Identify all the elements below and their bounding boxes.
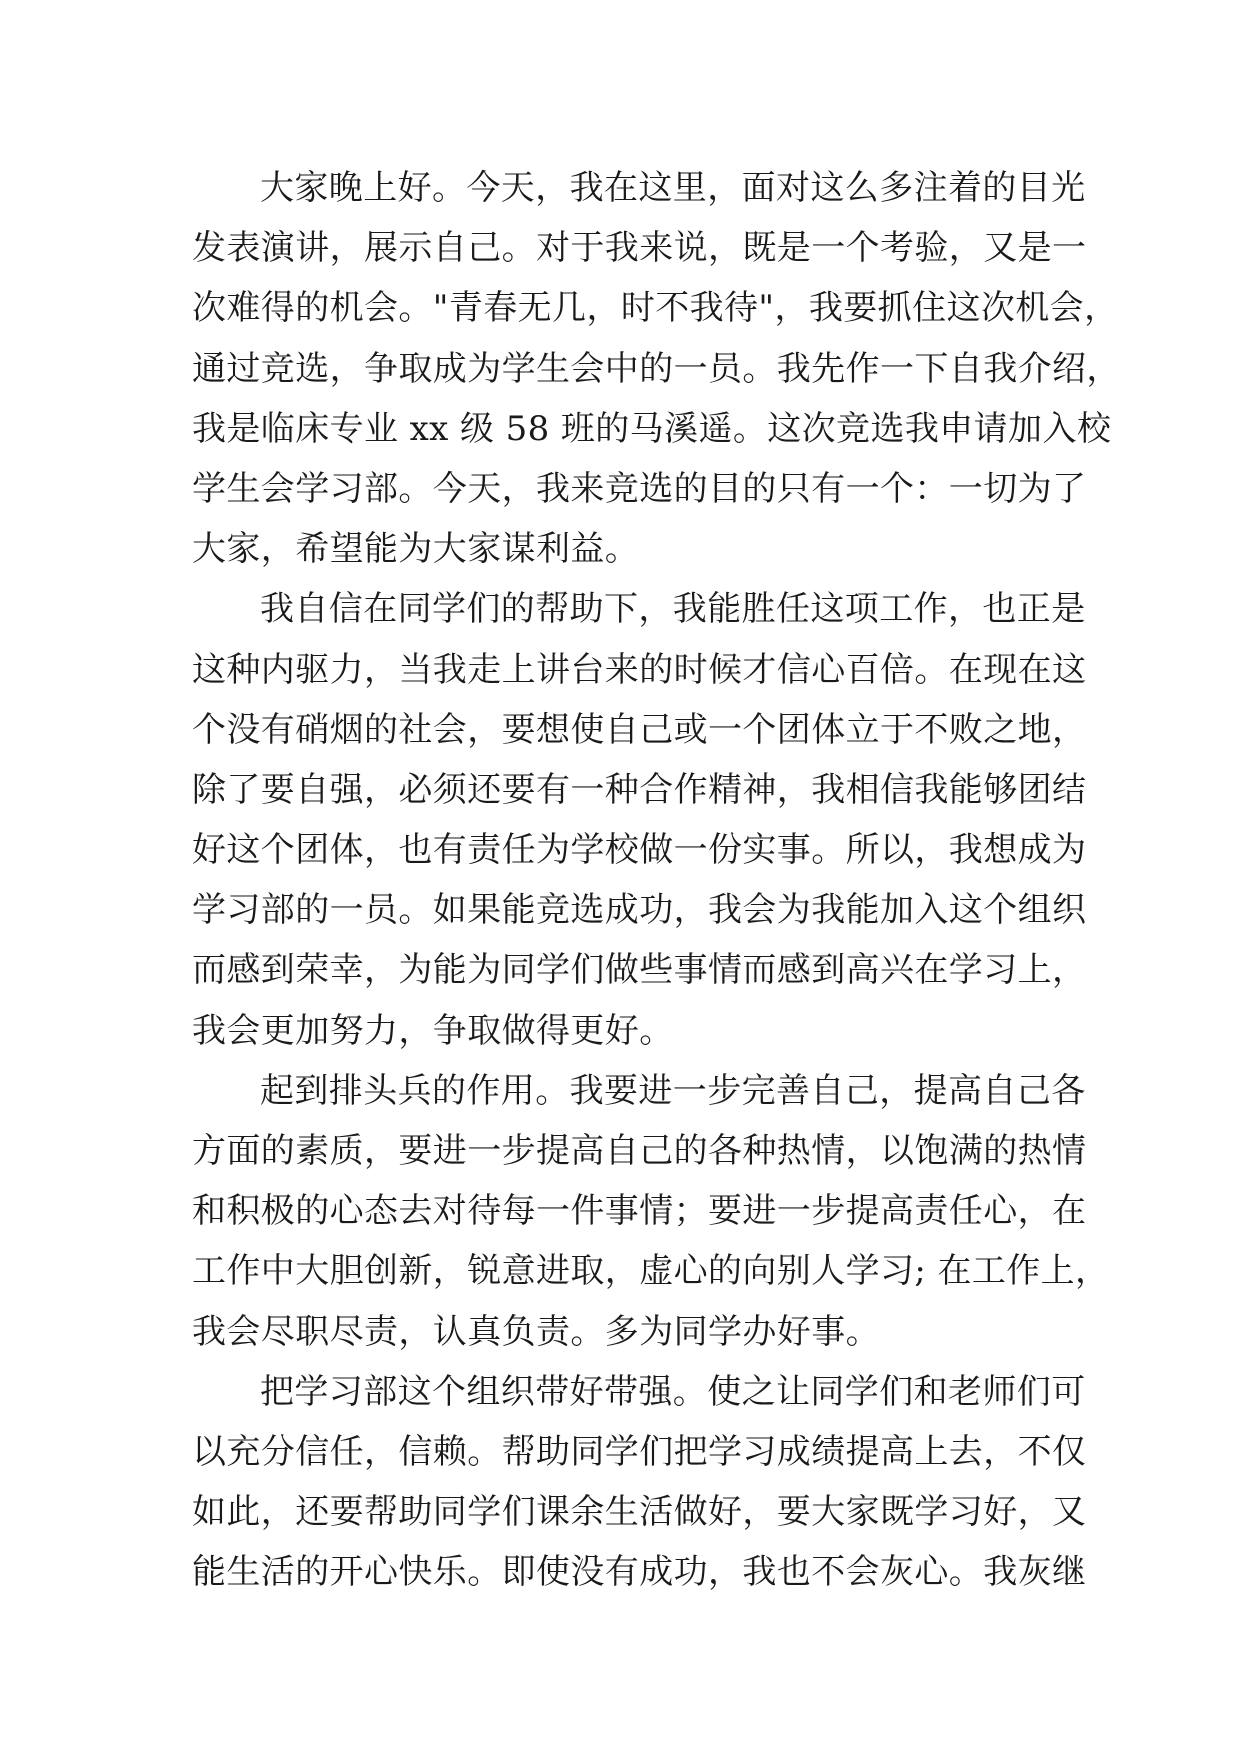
text-line: 次难得的机会。"青春无几，时不我待"，我要抓住这次机会， [192, 288, 1119, 329]
text-line: 能生活的开心快乐。即使没有成功，我也不会灰心。我灰继 [192, 1552, 1087, 1593]
text-line: 方面的素质，要进一步提高自己的各种热情，以饱满的热情 [192, 1131, 1087, 1171]
text-line: 而感到荣幸，为能为同学们做些事情而感到高兴在学习上， [192, 950, 1087, 991]
paragraph-1 [192, 158, 1121, 579]
text-line: 我是临床专业 xx 级 58 班的马溪遥。这次竞选我申请加入校 [192, 408, 1112, 449]
text-line: 我会更加努力，争取做得更好。 [192, 1010, 674, 1051]
paragraph-3 [192, 1061, 1110, 1362]
text-line: 除了要自强，必须还要有一种合作精神，我相信我能够团结 [192, 769, 1087, 810]
text-line: 以充分信任，信赖。帮助同学们把学习成绩提高上去，不仅 [192, 1431, 1087, 1472]
text-line: 大家，希望能为大家谋利益。 [192, 529, 640, 570]
text-line: 把学习部这个组织带好带强。使之让同学们和老师们可 [260, 1371, 1086, 1412]
text-line: 通过竞选，争取成为学生会中的一员。我先作一下自我介绍， [192, 348, 1121, 389]
text-line: 我会尽职尽责，认真负责。多为同学办好事。 [192, 1311, 880, 1352]
text-line: 如此，还要帮助同学们课余生活做好，要大家既学习好，又 [192, 1492, 1087, 1533]
text-line: 和积极的心态去对待每一件事情；要进一步提高责任心，在 [192, 1191, 1087, 1232]
text-line: 这种内驱力，当我走上讲台来的时候才信心百倍。在现在这 [192, 649, 1087, 690]
text-line: 学生会学习部。今天，我来竞选的目的只有一个：一切为了 [192, 468, 1087, 509]
text-line: 大家晚上好。今天，我在这里，面对这么多注着的目光 [260, 168, 1086, 208]
paragraph-2 [192, 579, 1087, 1061]
text-line: 起到排头兵的作用。我要进一步完善自己，提高自己各 [260, 1070, 1086, 1111]
paragraph-4 [192, 1362, 1087, 1603]
document-body [192, 158, 1121, 1603]
text-line: 学习部的一员。如果能竞选成功，我会为我能加入这个组织 [192, 890, 1087, 931]
text-line: 个没有硝烟的社会，要想使自己或一个团体立于不败之地， [192, 709, 1087, 750]
text-line: 发表演讲，展示自己。对于我来说，既是一个考验，又是一 [192, 228, 1087, 269]
text-line: 好这个团体，也有责任为学校做一份实事。所以，我想成为 [192, 830, 1087, 871]
text-line: 工作中大胆创新，锐意进取，虚心的向别人学习; 在工作上， [192, 1251, 1110, 1292]
text-line: 我自信在同学们的帮助下，我能胜任这项工作，也正是 [260, 589, 1086, 630]
